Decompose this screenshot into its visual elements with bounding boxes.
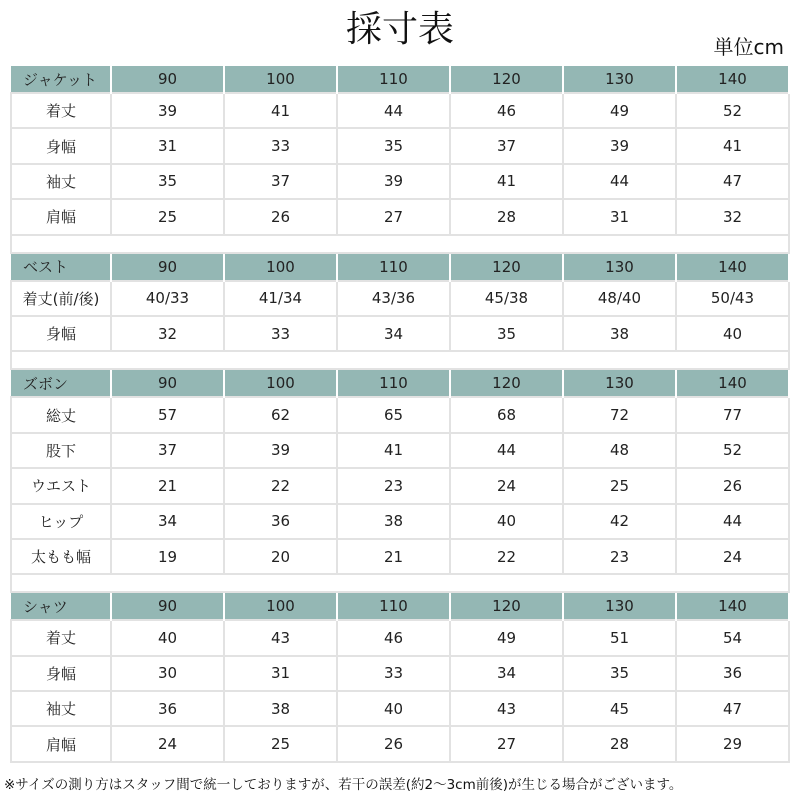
- section-name: ベスト: [11, 253, 111, 281]
- measure-value: 32: [111, 316, 224, 351]
- size-header-cell: 90: [111, 66, 224, 93]
- measure-value: 25: [563, 468, 676, 503]
- gap-cell: [11, 235, 789, 253]
- measure-value: 41: [676, 128, 789, 163]
- measure-value: 38: [224, 691, 337, 726]
- measure-value: 47: [676, 691, 789, 726]
- section-name: ズボン: [11, 369, 111, 397]
- measure-value: 19: [111, 539, 224, 574]
- measure-value: 31: [111, 128, 224, 163]
- section-header-row: [11, 66, 789, 93]
- size-header-cell: 90: [111, 253, 224, 281]
- measure-label: 袖丈: [11, 164, 111, 199]
- measure-label: 袖丈: [11, 691, 111, 726]
- gap-cell: [11, 351, 789, 369]
- table-row: [11, 281, 789, 316]
- table-row: [11, 726, 789, 761]
- section-name: ジャケット: [11, 66, 111, 93]
- table-row: [11, 397, 789, 432]
- measure-value: 49: [450, 620, 563, 655]
- measure-value: 28: [563, 726, 676, 761]
- measure-value: 23: [337, 468, 450, 503]
- size-header-cell: 120: [450, 369, 563, 397]
- measure-value: 41: [337, 433, 450, 468]
- size-header-cell: 110: [337, 592, 450, 620]
- measure-value: 44: [563, 164, 676, 199]
- measure-value: 34: [111, 504, 224, 539]
- measure-label: 身幅: [11, 656, 111, 691]
- measure-value: 40: [111, 620, 224, 655]
- size-header-cell: 130: [563, 369, 676, 397]
- measure-value: 41: [224, 93, 337, 128]
- measure-value: 33: [337, 656, 450, 691]
- measure-value: 23: [563, 539, 676, 574]
- measure-label: 着丈(前/後): [11, 281, 111, 316]
- measure-label: 身幅: [11, 128, 111, 163]
- measure-label: ウエスト: [11, 468, 111, 503]
- measure-value: 43: [224, 620, 337, 655]
- section-header-row: [11, 592, 789, 620]
- table-row: [11, 504, 789, 539]
- measure-value: 25: [111, 199, 224, 234]
- measure-value: 29: [676, 726, 789, 761]
- measure-value: 24: [676, 539, 789, 574]
- size-header-cell: 140: [676, 592, 789, 620]
- measure-label: ヒップ: [11, 504, 111, 539]
- measure-value: 41: [450, 164, 563, 199]
- measure-label: 身幅: [11, 316, 111, 351]
- size-header-cell: 130: [563, 253, 676, 281]
- measure-label: 股下: [11, 433, 111, 468]
- measure-value: 65: [337, 397, 450, 432]
- measure-value: 35: [563, 656, 676, 691]
- measure-value: 46: [450, 93, 563, 128]
- measure-label: 着丈: [11, 620, 111, 655]
- measure-value: 52: [676, 93, 789, 128]
- measure-value: 37: [224, 164, 337, 199]
- size-header-cell: 130: [563, 592, 676, 620]
- measure-value: 34: [337, 316, 450, 351]
- measure-value: 24: [450, 468, 563, 503]
- measure-value: 77: [676, 397, 789, 432]
- size-header-cell: 100: [224, 369, 337, 397]
- measure-value: 36: [676, 656, 789, 691]
- size-header-cell: 140: [676, 369, 789, 397]
- table-row: [11, 691, 789, 726]
- measure-value: 41/34: [224, 281, 337, 316]
- measure-value: 35: [450, 316, 563, 351]
- measure-value: 39: [563, 128, 676, 163]
- size-header-cell: 90: [111, 369, 224, 397]
- table-row: [11, 128, 789, 163]
- measure-value: 27: [450, 726, 563, 761]
- measure-value: 26: [337, 726, 450, 761]
- table-row: [11, 620, 789, 655]
- measure-value: 62: [224, 397, 337, 432]
- page-title: 採寸表: [345, 9, 454, 50]
- measure-value: 30: [111, 656, 224, 691]
- measure-value: 68: [450, 397, 563, 432]
- measure-value: 39: [224, 433, 337, 468]
- table-row: [11, 316, 789, 351]
- size-header-cell: 110: [337, 66, 450, 93]
- size-header-cell: 120: [450, 592, 563, 620]
- measure-value: 25: [224, 726, 337, 761]
- measure-value: 40: [337, 691, 450, 726]
- table-row: [11, 656, 789, 691]
- size-header-cell: 110: [337, 369, 450, 397]
- table-row: [11, 433, 789, 468]
- measure-value: 40/33: [111, 281, 224, 316]
- size-header-cell: 130: [563, 66, 676, 93]
- measure-value: 49: [563, 93, 676, 128]
- measure-label: 総丈: [11, 397, 111, 432]
- measure-value: 44: [337, 93, 450, 128]
- table-row: [11, 93, 789, 128]
- measure-value: 48/40: [563, 281, 676, 316]
- measure-value: 22: [224, 468, 337, 503]
- measure-value: 27: [337, 199, 450, 234]
- size-table: [10, 66, 790, 763]
- measure-value: 43/36: [337, 281, 450, 316]
- measure-value: 51: [563, 620, 676, 655]
- section-header-row: [11, 253, 789, 281]
- size-header-cell: 140: [676, 253, 789, 281]
- measure-value: 40: [450, 504, 563, 539]
- unit-label: 単位cm: [713, 35, 784, 59]
- measure-value: 31: [224, 656, 337, 691]
- measure-value: 54: [676, 620, 789, 655]
- size-chart: [10, 66, 790, 763]
- measure-value: 34: [450, 656, 563, 691]
- measure-value: 35: [111, 164, 224, 199]
- measure-value: 44: [676, 504, 789, 539]
- measure-value: 39: [111, 93, 224, 128]
- measure-value: 26: [676, 468, 789, 503]
- measure-value: 36: [224, 504, 337, 539]
- section-gap: [11, 574, 789, 592]
- measure-value: 47: [676, 164, 789, 199]
- measure-value: 37: [111, 433, 224, 468]
- measure-value: 24: [111, 726, 224, 761]
- measure-value: 32: [676, 199, 789, 234]
- measure-value: 72: [563, 397, 676, 432]
- section-header-row: [11, 369, 789, 397]
- gap-cell: [11, 574, 789, 592]
- size-header-cell: 100: [224, 253, 337, 281]
- measure-label: 肩幅: [11, 199, 111, 234]
- measure-value: 46: [337, 620, 450, 655]
- size-header-cell: 140: [676, 66, 789, 93]
- measure-value: 38: [337, 504, 450, 539]
- measure-value: 45: [563, 691, 676, 726]
- size-header-cell: 100: [224, 592, 337, 620]
- table-row: [11, 468, 789, 503]
- measure-value: 36: [111, 691, 224, 726]
- size-header-cell: 120: [450, 253, 563, 281]
- section-gap: [11, 351, 789, 369]
- size-header-cell: 100: [224, 66, 337, 93]
- measure-value: 35: [337, 128, 450, 163]
- section-gap: [11, 235, 789, 253]
- measure-label: 着丈: [11, 93, 111, 128]
- table-row: [11, 539, 789, 574]
- footnote: ※サイズの測り方はスタッフ間で統一しておりますが、若干の誤差(約2～3cm前後)が生じる場合がございます。: [4, 777, 683, 793]
- section-name: シャツ: [11, 592, 111, 620]
- measure-value: 42: [563, 504, 676, 539]
- measure-value: 33: [224, 316, 337, 351]
- measure-value: 37: [450, 128, 563, 163]
- measure-value: 50/43: [676, 281, 789, 316]
- measure-value: 39: [337, 164, 450, 199]
- size-header-cell: 120: [450, 66, 563, 93]
- measure-value: 44: [450, 433, 563, 468]
- measure-value: 26: [224, 199, 337, 234]
- measure-value: 40: [676, 316, 789, 351]
- measure-value: 31: [563, 199, 676, 234]
- measure-label: 肩幅: [11, 726, 111, 761]
- measure-label: 太もも幅: [11, 539, 111, 574]
- measure-value: 52: [676, 433, 789, 468]
- measure-value: 48: [563, 433, 676, 468]
- size-header-cell: 110: [337, 253, 450, 281]
- measure-value: 28: [450, 199, 563, 234]
- measure-value: 38: [563, 316, 676, 351]
- measure-value: 45/38: [450, 281, 563, 316]
- table-row: [11, 164, 789, 199]
- measure-value: 21: [337, 539, 450, 574]
- measure-value: 21: [111, 468, 224, 503]
- measure-value: 43: [450, 691, 563, 726]
- table-row: [11, 199, 789, 234]
- measure-value: 20: [224, 539, 337, 574]
- measure-value: 57: [111, 397, 224, 432]
- measure-value: 22: [450, 539, 563, 574]
- size-header-cell: 90: [111, 592, 224, 620]
- measure-value: 33: [224, 128, 337, 163]
